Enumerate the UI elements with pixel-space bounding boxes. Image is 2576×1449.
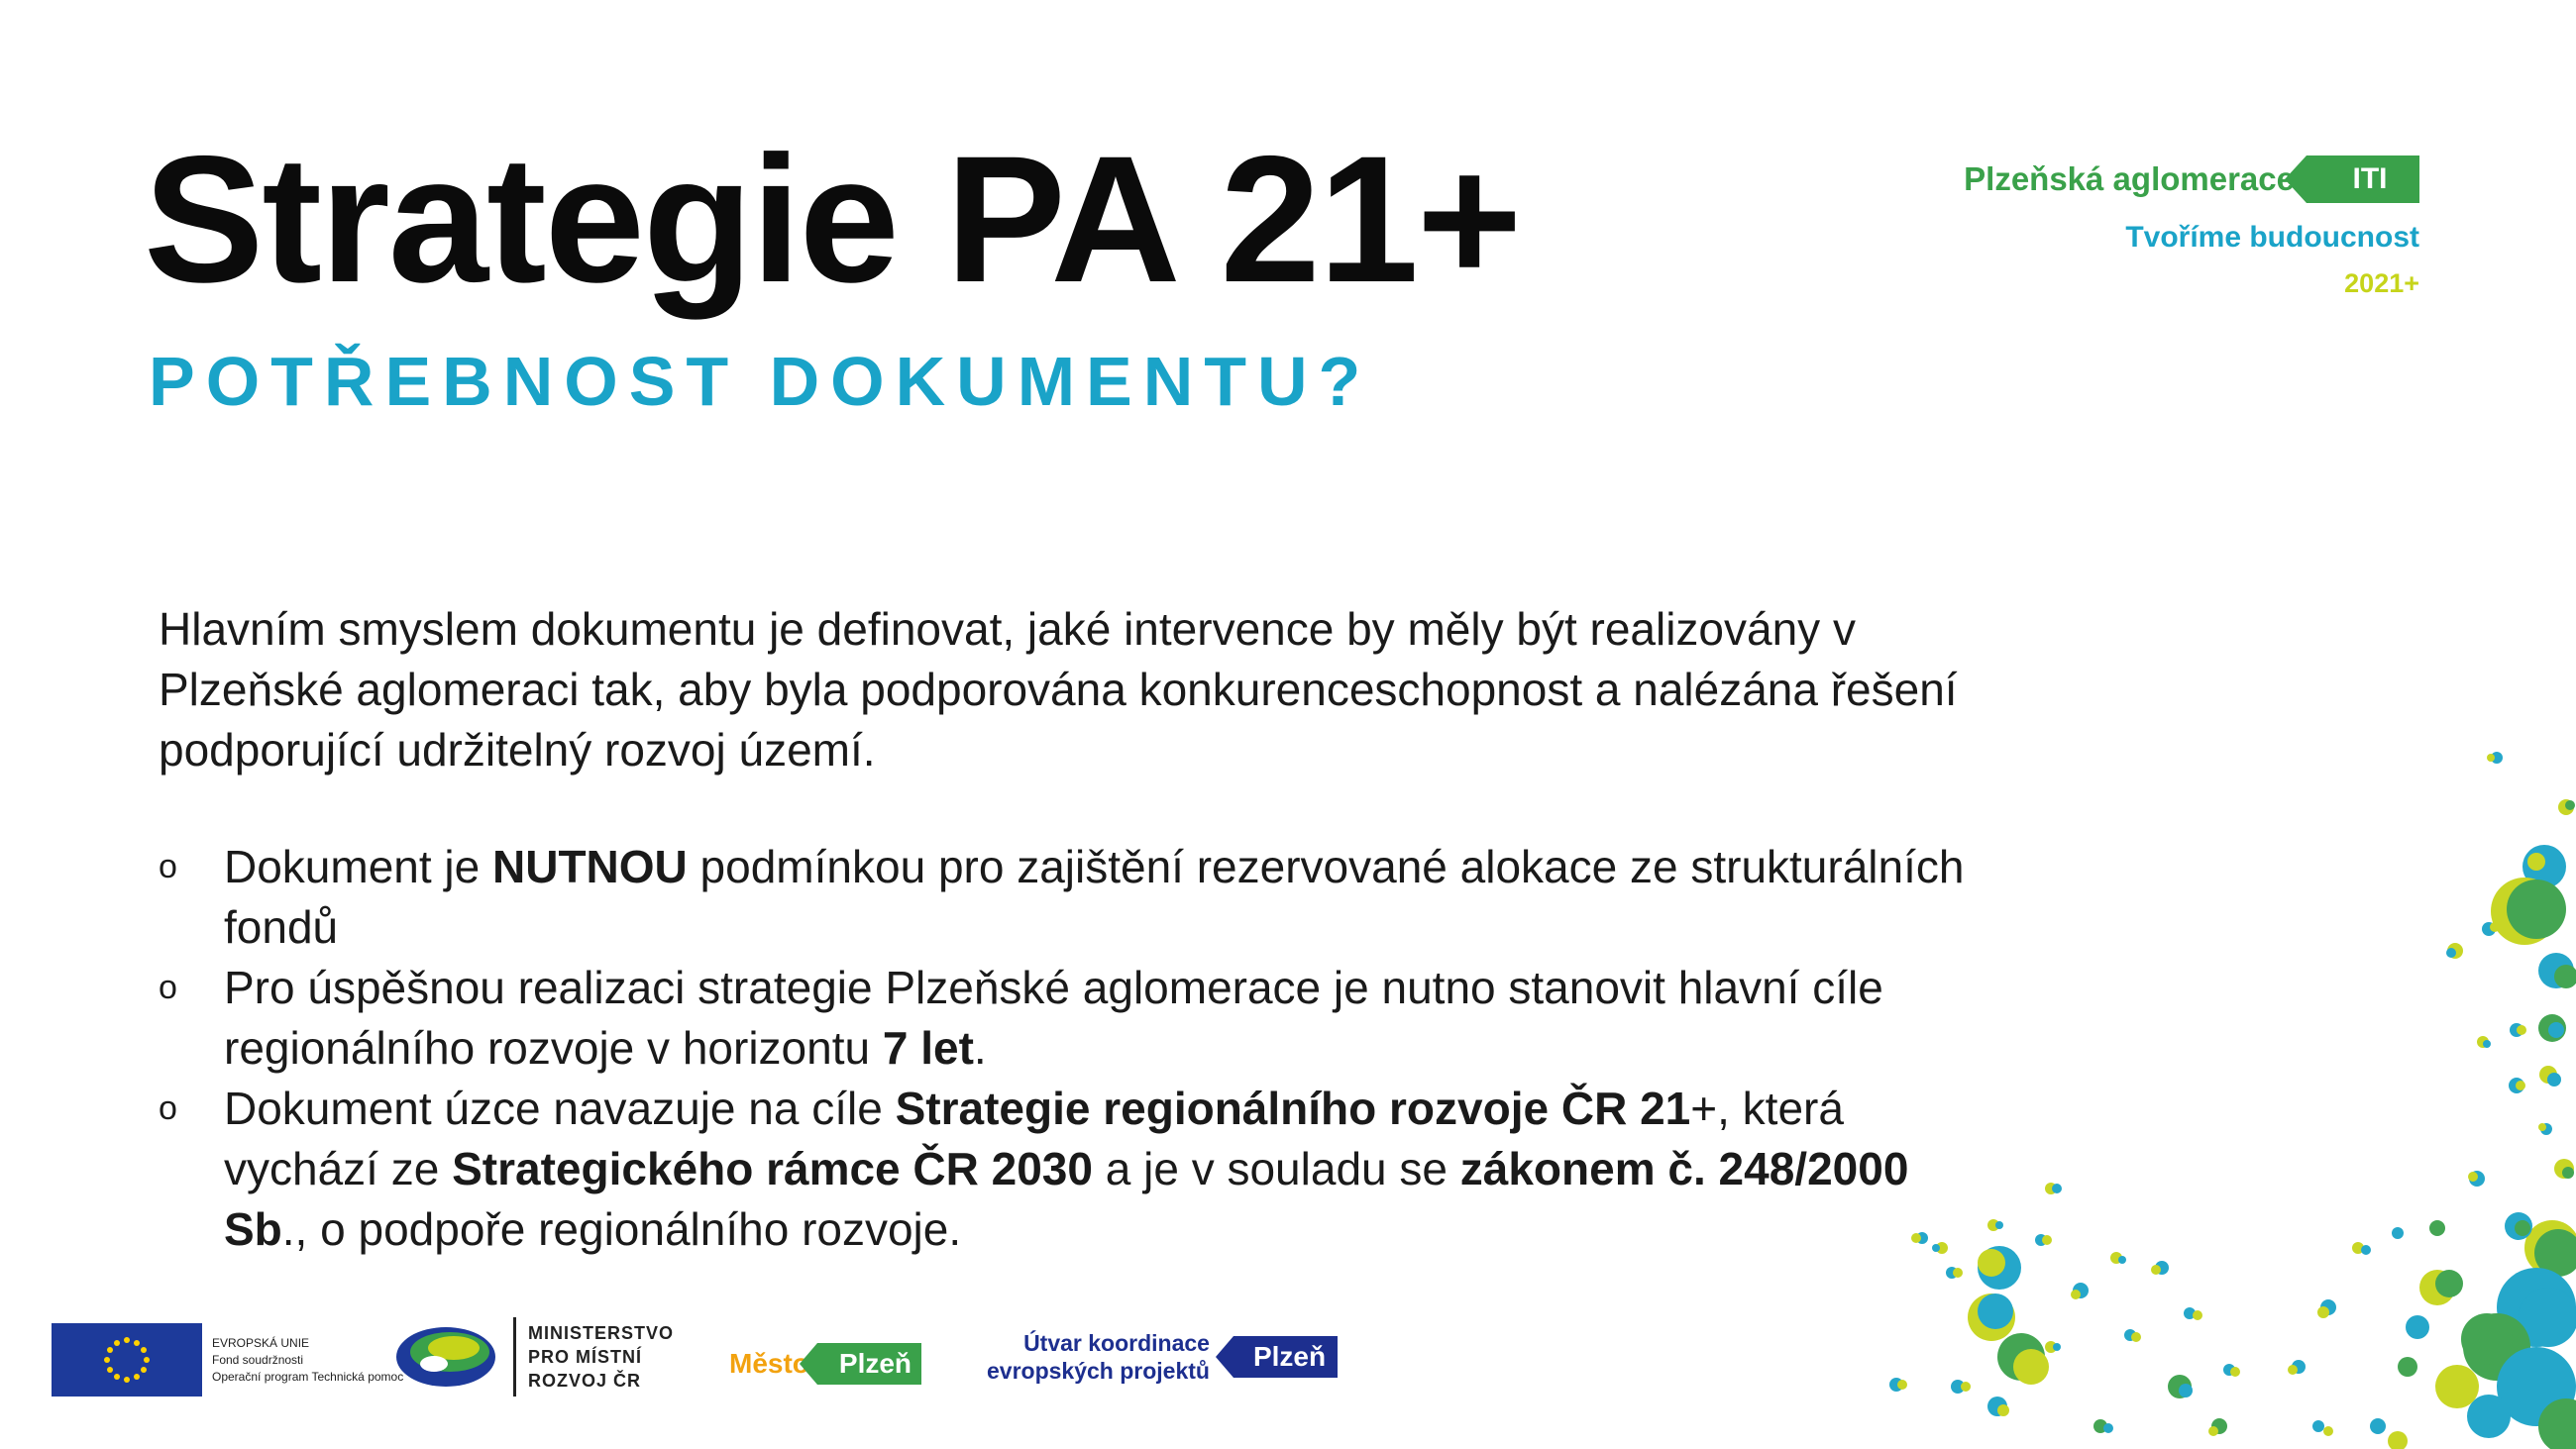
iti-badge: ITI (2307, 155, 2419, 203)
brand-tagline: Tvoříme budoucnost (2125, 221, 2419, 254)
brand-name: Plzeňská aglomerace (1964, 160, 2295, 197)
eu-caption: EVROPSKÁ UNIE Fond soudržnosti Operační program Technická pomoc (212, 1335, 404, 1384)
mmr-logo (394, 1317, 674, 1397)
brand-logo (1964, 155, 2419, 299)
mmr-caption: MINISTERSTVO PRO MÍSTNÍ ROZVOJ ČR (528, 1323, 675, 1391)
page-title: Strategie PA 21+ (144, 118, 1521, 320)
bullet-marker: o (159, 969, 177, 1006)
mmr-emblem-icon (394, 1322, 497, 1392)
page-subtitle: POTŘEBNOST DOKUMENTU? (149, 343, 1372, 420)
eu-logo (52, 1323, 403, 1397)
intro-paragraph: Hlavním smyslem dokumentu je definovat, jaké intervence by měly být realizovány v Plzeňské aglomeraci tak, aby byla podporována konkurenceschopnost a nalézána řešení podporující udržitelný rozvoj území. (159, 603, 1958, 776)
mesto-plzen-tag: Plzeň (817, 1343, 921, 1385)
utvar-caption: Útvar koordinace evropských projektů (987, 1330, 1210, 1384)
list-item: o Dokument je NUTNOU podmínkou pro zajištění rezervované alokace ze strukturálních fondů (159, 837, 1982, 958)
bullet-marker: o (159, 1089, 177, 1127)
list-item: o Pro úspěšnou realizaci strategie Plzeňské aglomerace je nutno stanovit hlavní cíle regionálního rozvoje v horizontu 7 let. (159, 958, 1982, 1079)
eu-flag-icon (52, 1323, 202, 1397)
brand-year: 2021+ (2344, 268, 2419, 298)
utvar-plzen-tag: Plzeň (1234, 1336, 1338, 1378)
decorative-dots (1882, 733, 2576, 1449)
mesto-plzen-logo (729, 1343, 921, 1385)
bullet-marker: o (159, 848, 177, 885)
footer-logos (52, 1317, 1359, 1406)
mesto-word: Město (729, 1348, 809, 1379)
bullet-list (159, 837, 1982, 1260)
utvar-logo (987, 1329, 1338, 1385)
list-item: o Dokument úzce navazuje na cíle Strategie regionálního rozvoje ČR 21+, která vychází ze Strategického rámce ČR 2030 a je v souladu se zákonem č. 248/2000 Sb., o podpoře regionálního rozvoje. (159, 1079, 1982, 1260)
